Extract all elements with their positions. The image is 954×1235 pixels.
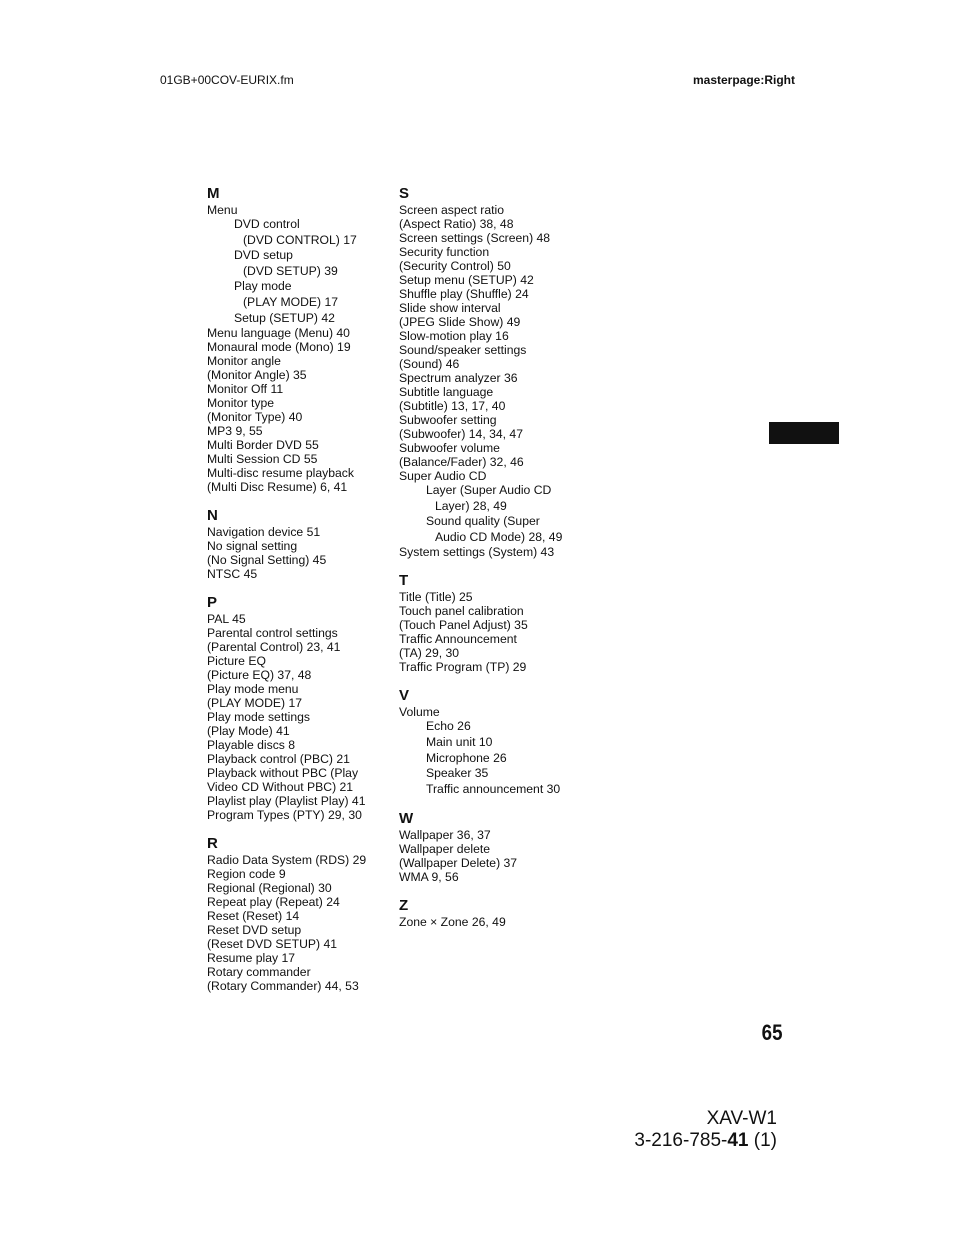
index-entry: Microphone 26	[426, 750, 507, 765]
index-entry: Subwoofer setting	[399, 413, 497, 427]
index-entry: Rotary commander	[207, 965, 311, 980]
index-letter-heading: R	[207, 835, 218, 853]
index-letter-heading: P	[207, 594, 218, 612]
index-entry: Shuffle play (Shuffle) 24	[399, 287, 529, 301]
index-entry: (Security Control) 50	[399, 259, 511, 273]
index-entry: Monitor type	[207, 396, 275, 411]
index-entry: Super Audio CD	[399, 469, 487, 483]
index-entry: WMA 9, 56	[399, 870, 459, 885]
index-entry: Playback without PBC (Play	[207, 766, 359, 781]
index-entry: (Subwoofer) 14, 34, 47	[399, 427, 523, 441]
index-entry: DVD control	[234, 217, 300, 231]
index-entry: (Monitor Angle) 35	[207, 368, 307, 383]
index-entry: Screen aspect ratio	[399, 203, 505, 217]
index-entry: Audio CD Mode) 28, 49	[435, 529, 563, 544]
index-entry: Playlist play (Playlist Play) 41	[207, 794, 366, 809]
index-letter-heading: S	[399, 185, 410, 202]
index-entry: (Rotary Commander) 44, 53	[207, 979, 359, 994]
index-entry: Regional (Regional) 30	[207, 881, 332, 896]
index-entry: Echo 26	[426, 719, 471, 734]
index-entry: Play mode menu	[207, 682, 299, 697]
index-entry: Zone × Zone 26, 49	[399, 915, 506, 930]
index-entry: Program Types (PTY) 29, 30	[207, 808, 362, 823]
index-entry: Speaker 35	[426, 766, 489, 781]
index-entry: (PLAY MODE) 17	[207, 696, 303, 711]
index-entry: Video CD Without PBC) 21	[207, 780, 354, 795]
index-entry: Menu	[207, 203, 238, 217]
index-section-t	[399, 572, 584, 674]
index-section-r	[207, 835, 392, 993]
index-entry: System settings (System) 43	[399, 545, 555, 560]
index-entry: NTSC 45	[207, 567, 258, 582]
index-entry: Setup (SETUP) 42	[234, 310, 335, 325]
index-section-z	[399, 897, 584, 929]
header-filename: 01GB+00COV-EURIX.fm	[160, 73, 294, 87]
index-entry: Radio Data System (RDS) 29	[207, 853, 367, 868]
index-entry: Multi-disc resume playback	[207, 466, 354, 481]
index-entry: Wallpaper delete	[399, 842, 491, 857]
index-entry: (Picture EQ) 37, 48	[207, 668, 312, 683]
index-entry: Setup menu (SETUP) 42	[399, 273, 534, 287]
index-section-p	[207, 594, 392, 822]
index-entry: (Sound) 46	[399, 357, 460, 371]
index-entry: Spectrum analyzer 36	[399, 371, 518, 385]
index-entry: Multi Session CD 55	[207, 452, 318, 467]
index-entry: Parental control settings	[207, 626, 338, 641]
thumb-index-tab	[769, 422, 839, 444]
index-entry: (Touch Panel Adjust) 35	[399, 618, 528, 633]
index-entry: Main unit 10	[426, 734, 493, 749]
index-entry: (No Signal Setting) 45	[207, 553, 327, 568]
index-entry: Monitor Off 11	[207, 382, 284, 397]
index-entry: Playable discs 8	[207, 738, 296, 753]
index-entry: Security function	[399, 245, 490, 259]
index-entry: (PLAY MODE) 17	[243, 294, 339, 309]
part-code-bold: 41	[727, 1130, 749, 1151]
index-entry: Slow-motion play 16	[399, 329, 509, 343]
index-letter-heading: W	[399, 810, 414, 828]
index-entry: (TA) 29, 30	[399, 646, 460, 661]
index-column-right	[399, 185, 584, 942]
index-entry: Layer (Super Audio CD	[426, 483, 552, 497]
index-entry: Monaural mode (Mono) 19	[207, 340, 351, 355]
index-entry: Picture EQ	[207, 654, 266, 669]
part-code-prefix: 3-216-785-	[634, 1130, 728, 1151]
model-name: XAV-W1	[706, 1108, 777, 1129]
header-masterpage: masterpage:Right	[692, 73, 795, 87]
index-entry: (DVD CONTROL) 17	[243, 232, 357, 247]
index-entry: Title (Title) 25	[399, 590, 473, 605]
index-entry: Playback control (PBC) 21	[207, 752, 350, 767]
index-entry: Navigation device 51	[207, 525, 321, 540]
index-entry: (JPEG Slide Show) 49	[399, 315, 521, 329]
index-entry: Region code 9	[207, 867, 286, 882]
index-entry: Touch panel calibration	[399, 604, 524, 619]
index-entry: (Subtitle) 13, 17, 40	[399, 399, 506, 413]
index-entry: (Aspect Ratio) 38, 48	[399, 217, 514, 231]
index-entry: (Wallpaper Delete) 37	[399, 856, 518, 871]
page-number: 65	[761, 1020, 782, 1045]
index-entry: (Parental Control) 23, 41	[207, 640, 341, 655]
index-entry: Sound quality (Super	[426, 514, 540, 529]
index-entry: PAL 45	[207, 612, 246, 627]
index-entry: Resume play 17	[207, 951, 296, 966]
index-entry: Volume	[399, 705, 440, 720]
index-entry: Menu language (Menu) 40	[207, 326, 350, 341]
index-entry: Screen settings (Screen) 48	[399, 231, 551, 245]
index-letter-heading: V	[399, 687, 410, 705]
index-entry: MP3 9, 55	[207, 424, 263, 439]
index-letter-heading: Z	[399, 897, 409, 915]
index-entry: Subtitle language	[399, 385, 494, 399]
index-entry: Subwoofer volume	[399, 441, 500, 455]
index-entry: Reset DVD setup	[207, 923, 302, 938]
index-entry: (Balance/Fader) 32, 46	[399, 455, 524, 469]
index-entry: Monitor angle	[207, 354, 281, 369]
index-entry: Play mode settings	[207, 710, 310, 725]
index-column-left	[207, 185, 392, 1006]
index-entry: Multi Border DVD 55	[207, 438, 319, 453]
index-entry: Sound/speaker settings	[399, 343, 527, 357]
index-entry: (DVD SETUP) 39	[243, 263, 338, 278]
index-entry: Slide show interval	[399, 301, 501, 315]
index-entry: Reset (Reset) 14	[207, 909, 300, 924]
index-entry: Play mode	[234, 279, 292, 294]
part-code-suffix: (1)	[748, 1130, 777, 1151]
index-entry: Repeat play (Repeat) 24	[207, 895, 340, 910]
index-entry: Traffic Announcement	[399, 632, 517, 647]
index-letter-heading: N	[207, 507, 218, 525]
index-section-v	[399, 687, 584, 797]
index-entry: DVD setup	[234, 248, 293, 263]
index-entry: Wallpaper 36, 37	[399, 828, 491, 843]
index-entry: Layer) 28, 49	[435, 498, 507, 513]
index-entry: (Reset DVD SETUP) 41	[207, 937, 338, 952]
index-entry: No signal setting	[207, 539, 298, 554]
index-section-s	[399, 185, 584, 559]
index-entry: (Monitor Type) 40	[207, 410, 303, 425]
index-entry: (Multi Disc Resume) 6, 41	[207, 480, 348, 495]
index-letter-heading: M	[207, 185, 220, 202]
index-section-w	[399, 810, 584, 884]
index-entry: Traffic announcement 30	[426, 781, 561, 796]
index-section-n	[207, 507, 392, 581]
index-entry: Traffic Program (TP) 29	[399, 660, 527, 675]
part-code	[634, 1130, 777, 1152]
index-letter-heading: T	[399, 572, 409, 590]
index-section-m	[207, 185, 392, 494]
index-entry: (Play Mode) 41	[207, 724, 290, 739]
